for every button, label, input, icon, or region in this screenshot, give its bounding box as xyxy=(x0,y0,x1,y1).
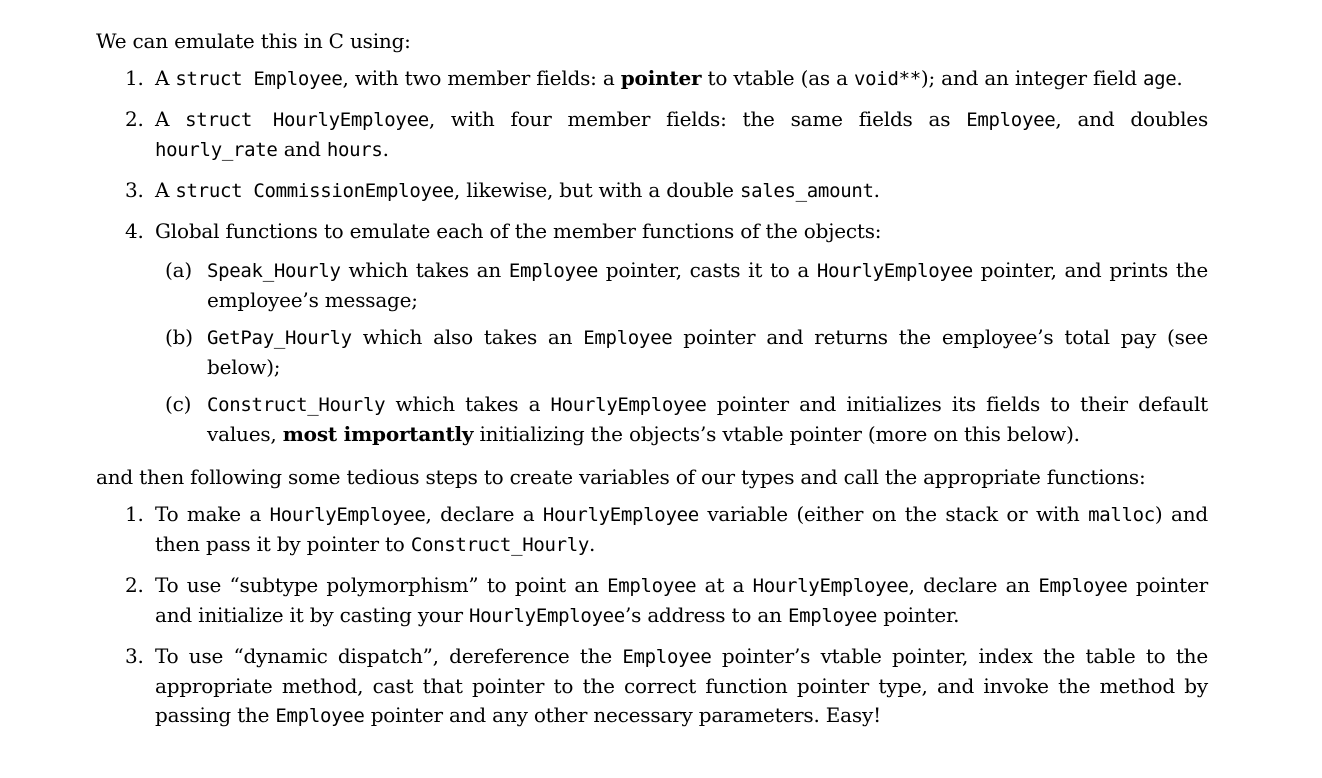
emulation-steps-list xyxy=(96,64,1208,449)
document-page xyxy=(96,24,1208,742)
list-number: 2. xyxy=(125,107,144,131)
list-item-text xyxy=(155,644,1208,727)
code-term: HourlyEmployee xyxy=(468,605,625,627)
code-term: Employee xyxy=(275,705,365,727)
sublist-item xyxy=(155,390,1208,449)
text-run: initializing the objects’s vtable pointer (more on this below). xyxy=(473,422,1080,446)
text-run: ); and an integer field xyxy=(920,66,1143,90)
text-run: . xyxy=(873,178,880,202)
list-number: 4. xyxy=(125,219,144,243)
transition-paragraph: and then following some tedious steps to create variables of our types and call the appropriate functions: xyxy=(96,465,1146,489)
sublist-item-text xyxy=(207,258,1208,312)
text-run: , declare a xyxy=(425,502,543,526)
text-run: To use “dynamic dispatch”, dereference the xyxy=(155,644,623,668)
sublist-item xyxy=(155,256,1208,315)
text-run: which also takes an xyxy=(351,325,584,349)
code-term: Construct_Hourly xyxy=(207,394,386,416)
code-term: Employee xyxy=(607,575,697,597)
list-item-text xyxy=(155,178,880,202)
code-term: Employee xyxy=(1038,575,1128,597)
function-sublist xyxy=(155,256,1208,449)
text-run: To make a xyxy=(155,502,270,526)
text-run: pointer and returns the employee’s total pay (see below); xyxy=(207,325,1208,379)
list-number: 2. xyxy=(125,573,144,597)
code-term: HourlyEmployee xyxy=(542,504,699,526)
text-run: ’s address to an xyxy=(624,603,788,627)
list-item xyxy=(96,64,1208,94)
code-term: hours xyxy=(326,139,383,161)
code-term: age xyxy=(1143,68,1177,90)
sublist-item-text xyxy=(207,392,1208,446)
code-term: Construct_Hourly xyxy=(410,534,590,556)
code-term: Employee xyxy=(787,605,878,627)
text-run: pointer and initialize it by casting your xyxy=(155,573,1208,627)
text-run: , likewise, but with a double xyxy=(453,178,740,202)
code-term: struct CommissionEmployee xyxy=(175,180,454,202)
list-item xyxy=(96,217,1208,449)
code-term: void** xyxy=(854,68,921,90)
list-number: 3. xyxy=(125,178,144,202)
list-item-text xyxy=(155,502,1208,556)
list-number: 1. xyxy=(125,66,144,90)
list-number: 1. xyxy=(125,502,144,526)
usage-steps-list xyxy=(96,500,1208,731)
intro-paragraph: We can emulate this in C using: xyxy=(96,29,411,53)
code-term: GetPay_Hourly xyxy=(207,327,352,349)
code-term: Employee xyxy=(508,260,598,282)
text-run: pointer and any other necessary parameters. Easy! xyxy=(364,703,881,727)
code-term: Employee xyxy=(966,109,1056,131)
list-item xyxy=(96,105,1208,165)
code-term: malloc xyxy=(1088,504,1155,526)
code-term: Employee xyxy=(583,327,673,349)
text-run: . xyxy=(589,532,596,556)
code-term: struct HourlyEmployee xyxy=(185,109,429,131)
text-run: pointer. xyxy=(877,603,960,627)
text-run: ) and then pass it by pointer to xyxy=(155,502,1208,556)
list-item xyxy=(96,176,1208,206)
sublist-letter: (c) xyxy=(165,392,192,416)
list-item-text xyxy=(155,573,1208,627)
emphasized-term: pointer xyxy=(620,66,702,90)
text-run: . xyxy=(382,137,389,161)
list-number: 3. xyxy=(125,644,144,668)
text-run: pointer and initializes its fields to their default values, xyxy=(207,392,1208,446)
text-run: . xyxy=(1176,66,1183,90)
text-run: , and doubles xyxy=(1055,107,1209,131)
list-item xyxy=(96,642,1208,731)
list-item-text xyxy=(155,107,1208,161)
text-run: , with four member fields: the same fields as xyxy=(428,107,967,131)
text-run: to vtable (as a xyxy=(701,66,855,90)
text-run: A xyxy=(155,178,176,202)
code-term: HourlyEmployee xyxy=(269,504,426,526)
list-item xyxy=(96,571,1208,631)
code-term: HourlyEmployee xyxy=(752,575,909,597)
text-run: , with two member fields: a xyxy=(342,66,621,90)
emphasized-term: most importantly xyxy=(282,422,474,446)
text-run: pointer, and prints the employee’s message; xyxy=(207,258,1208,312)
text-run: at a xyxy=(696,573,753,597)
code-term: HourlyEmployee xyxy=(550,394,707,416)
sublist-item-text xyxy=(207,325,1208,379)
sublist-letter: (b) xyxy=(165,325,193,349)
code-term: HourlyEmployee xyxy=(816,260,973,282)
text-run: A xyxy=(155,107,186,131)
text-run: variable (either on the stack or with xyxy=(698,502,1089,526)
code-term: hourly_rate xyxy=(155,139,278,161)
text-run: which takes an xyxy=(340,258,509,282)
list-item xyxy=(96,500,1208,560)
sublist-item xyxy=(155,323,1208,382)
text-run: To use “subtype polymorphism” to point an xyxy=(155,573,608,597)
text-run: A xyxy=(155,66,176,90)
code-term: sales_amount xyxy=(739,180,874,202)
list-item-text xyxy=(155,66,1183,90)
text-run: pointer, casts it to a xyxy=(597,258,817,282)
code-term: Speak_Hourly xyxy=(207,260,341,282)
text-run: Global functions to emulate each of the member functions of the objects: xyxy=(155,219,882,243)
text-run: and xyxy=(277,137,327,161)
code-term: Employee xyxy=(622,646,712,668)
code-term: struct Employee xyxy=(175,68,343,90)
text-run: pointer’s vtable pointer, index the table to the appropriate method, cast that pointer to the correct function pointer type, and invoke the method by passing the xyxy=(155,644,1209,727)
text-run: which takes a xyxy=(385,392,551,416)
sublist-letter: (a) xyxy=(165,258,192,282)
text-run: , declare an xyxy=(908,573,1039,597)
list-item-text xyxy=(155,219,881,243)
